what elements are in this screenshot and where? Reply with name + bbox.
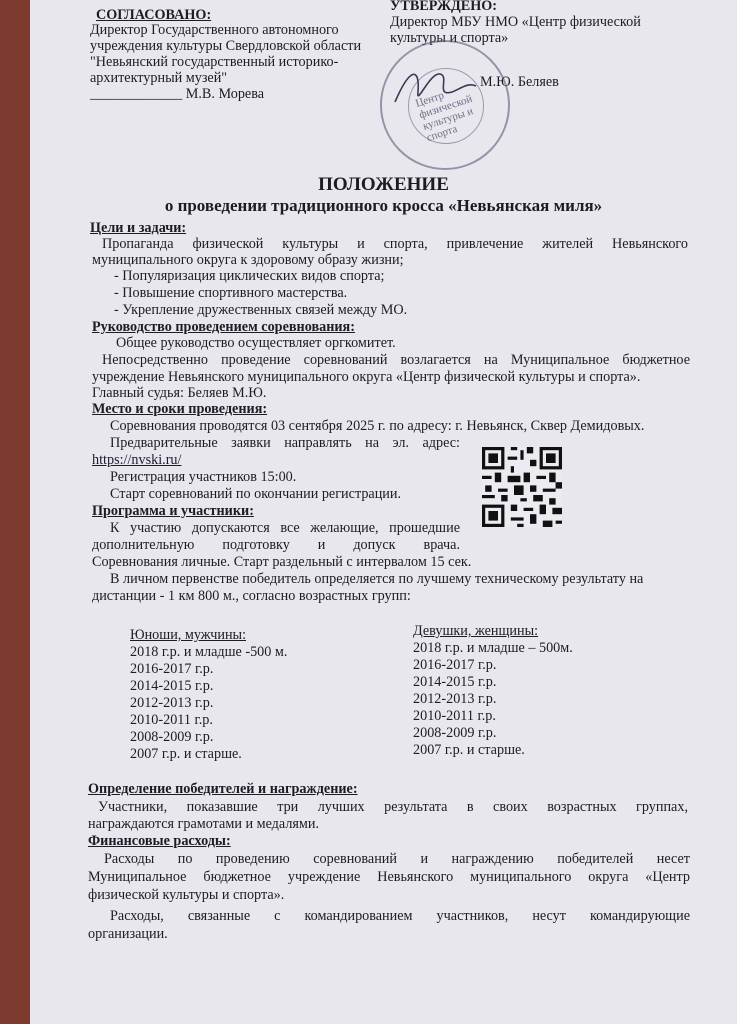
document-title: ПОЛОЖЕНИЕ [318,174,449,195]
approved-right-signer: М.Ю. Беляев [480,74,559,90]
qr-code-icon[interactable] [482,447,562,527]
section-heading: Руководство проведением соревнования: [92,319,355,335]
age-group-item: 2007 г.р. и старше. [130,746,242,762]
paragraph: Старт соревнований по окончании регистрации. [110,486,402,502]
paragraph: Расходы, связанные с командированием участников, несут командирующие [110,908,690,924]
paragraph: Общее руководство осуществляет оргкомитет. [116,335,396,351]
approved-left-line: учреждения культуры Свердловской области [90,38,362,54]
approved-left-heading: СОГЛАСОВАНО: [96,7,212,23]
approved-left-line: Директор Государственного автономного [90,22,339,38]
paragraph: организации. [88,926,168,942]
age-group-item: 2010-2011 г.р. [130,712,213,728]
age-group-item: 2018 г.р. и младше -500 м. [130,644,288,660]
paragraph: Муниципальное бюджетное учреждение Невьянского муниципального округа «Центр [88,869,690,885]
boys-heading: Юноши, мужчины: [130,627,247,643]
age-group-item: 2012-2013 г.р. [130,695,214,711]
age-group-item: 2016-2017 г.р. [130,661,214,677]
paragraph: физической культуры и спорта». [88,887,285,903]
section-heading: Место и сроки проведения: [92,401,268,417]
paragraph: Непосредственно проведение соревнований возлагается на Муниципальное бюджетное [102,352,690,368]
list-item: - Укрепление дружественных связей между МО. [114,302,408,318]
age-group-item: 2010-2011 г.р. [413,708,496,724]
paragraph: Пропаганда физической культуры и спорта, привлечение жителей Невьянского [102,236,688,252]
paragraph: Предварительные заявки направлять на эл. адрес: [110,435,460,451]
paragraph: Соревнования проводятся 03 сентября 2025 г. по адресу: г. Невьянск, Сквер Демидовых. [110,418,645,434]
age-group-item: 2016-2017 г.р. [413,657,497,673]
section-heading: Определение победителей и награждение: [88,781,358,797]
list-item: - Повышение спортивного мастерства. [114,285,348,301]
age-group-item: 2008-2009 г.р. [130,729,214,745]
paragraph: Главный судья: Беляев М.Ю. [92,385,267,401]
paragraph: Участники, показавшие три лучших результата в своих возрастных группах, [98,799,688,815]
approved-left-line: "Невьянский государственный историко- [90,54,339,70]
paragraph: Регистрация участников 15:00. [110,469,297,485]
document-page [30,0,737,1024]
approved-left-line: архитектурный музей" [90,70,228,86]
document-subtitle: о проведении традиционного кросса «Невьянская миля» [164,196,603,215]
age-group-item: 2018 г.р. и младше – 500м. [413,640,573,656]
paragraph: учреждение Невьянского муниципального округа «Центр физической культуры и спорта». [92,369,641,385]
paragraph: награждаются грамотами и медалями. [88,816,320,832]
approved-right-line: Директор МБУ НМО «Центр физической [390,14,641,30]
paragraph: К участию допускаются все желающие, прошедшие [110,520,460,536]
section-heading: Финансовые расходы: [88,833,231,849]
age-group-item: 2007 г.р. и старше. [413,742,525,758]
paragraph: Расходы по проведению соревнований и награждению победителей несет [104,851,690,867]
approved-left-signer: _____________ М.В. Морева [90,86,265,102]
age-group-item: 2012-2013 г.р. [413,691,497,707]
age-group-item: 2008-2009 г.р. [413,725,497,741]
paragraph: муниципального округа к здоровому образу жизни; [92,252,404,268]
girls-heading: Девушки, женщины: [413,623,539,639]
paragraph: дистанции - 1 км 800 м., согласно возрастных групп: [92,588,411,604]
age-group-item: 2014-2015 г.р. [130,678,214,694]
approved-right-line: культуры и спорта» [390,30,509,46]
age-group-item: 2014-2015 г.р. [413,674,497,690]
section-heading: Программа и участники: [92,503,254,519]
stamp-text: Центр физической культуры и спорта [414,89,475,145]
paragraph: В личном первенстве победитель определяется по лучшему техническому результату на [110,571,644,587]
signature-mark [390,62,480,112]
list-item: - Популяризация циклических видов спорта; [114,268,385,284]
email-link[interactable]: https://nvski.ru/ [92,452,182,468]
approved-right-heading: УТВЕРЖДЕНО: [390,0,498,14]
paragraph: Соревнования личные. Старт раздельный с интервалом 15 сек. [92,554,472,570]
section-heading: Цели и задачи: [90,220,187,236]
paragraph: дополнительную подготовку и допуск врача. [92,537,460,553]
